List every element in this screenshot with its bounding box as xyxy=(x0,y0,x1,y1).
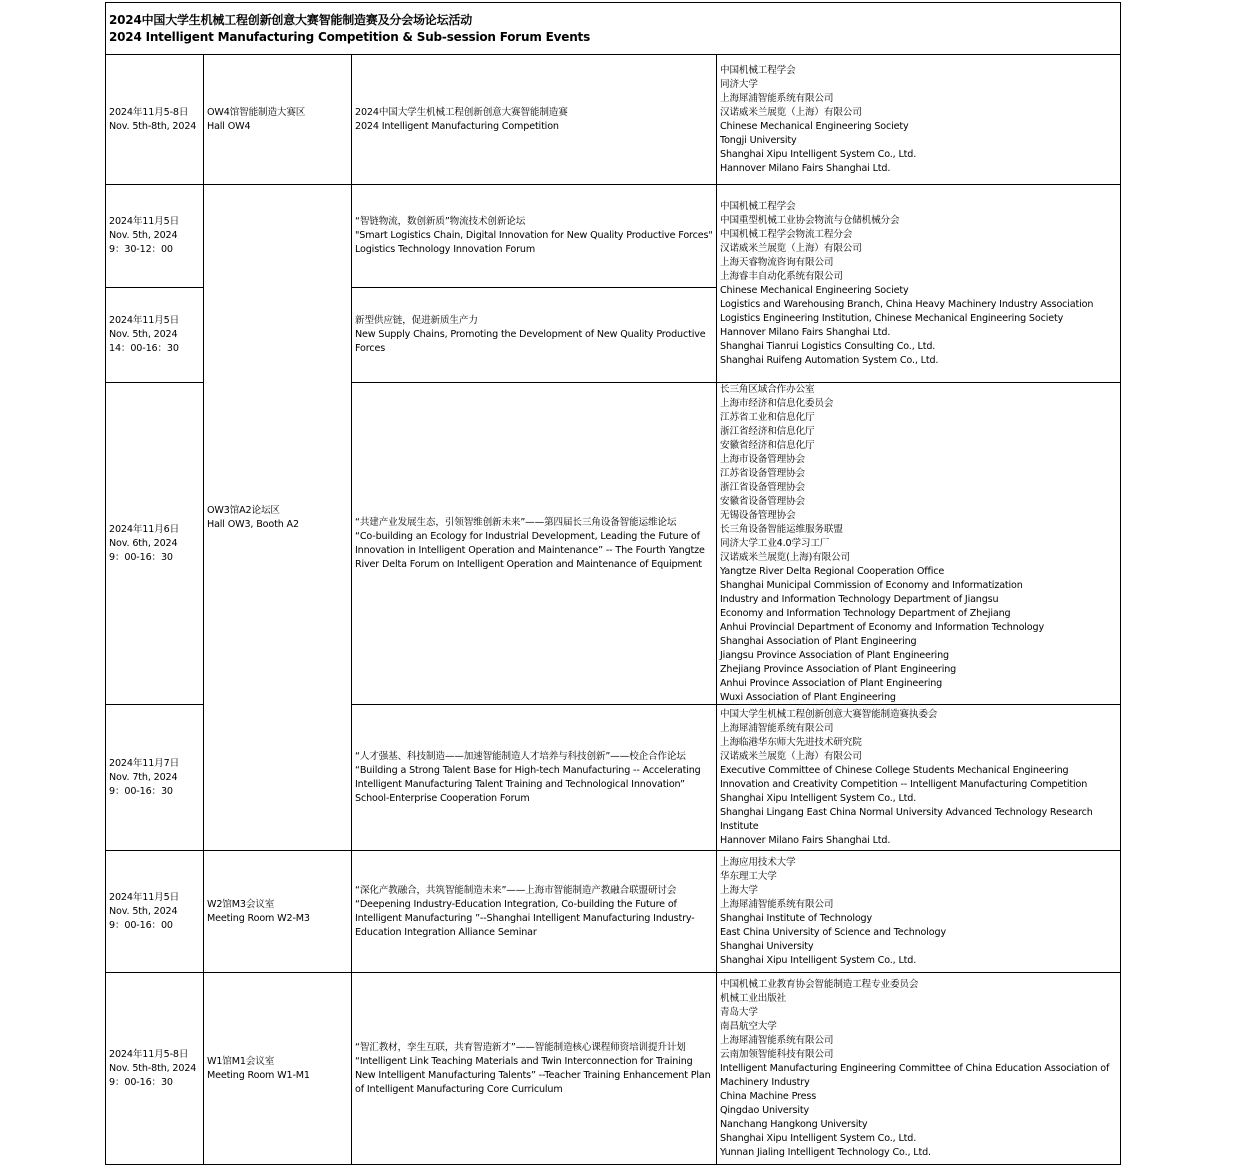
event-5-name-cell xyxy=(351,704,716,850)
event-2-3-organizers-cell xyxy=(716,184,1120,382)
event-2-name-cell xyxy=(351,184,716,287)
event-5-organizers-cell xyxy=(716,704,1120,850)
event-6-name: “深化产教融合，共筑智能制造未来”——上海市智能制造产教融合联盟研讨会 “Deepening Industry-Education Integration, Co-building the Future of Intelligent Manufacturing ”--Shanghai Intelligent Manufacturing Industry-Education Integration Alliance Seminar xyxy=(355,884,695,938)
event-6-organizers-cell xyxy=(716,850,1120,972)
event-1-organizers-cell xyxy=(716,55,1120,184)
event-1-venue: OW4馆智能制造大赛区 Hall OW4 xyxy=(207,106,306,132)
event-3-name: 新型供应链，促进新质生产力 New Supply Chains, Promoting the Development of New Quality Productive Forces xyxy=(355,315,706,354)
event-4-name-cell xyxy=(351,382,716,704)
event-1-date: 2024年11月5-8日 Nov. 5th-8th, 2024 xyxy=(109,106,197,132)
event-1-name: 2024中国大学生机械工程创新创意大赛智能制造赛 2024 Intelligent Manufacturing Competition xyxy=(355,106,568,132)
event-6-date-cell xyxy=(106,850,203,972)
event-7-name-cell xyxy=(351,972,716,1164)
event-1-name-cell xyxy=(351,55,716,184)
event-6-venue-cell xyxy=(203,850,351,972)
event-schedule-table xyxy=(105,2,1121,1165)
event-5-date: 2024年11月7日 Nov. 7th, 2024 9：00-16：30 xyxy=(109,757,180,797)
event-7-organizers: 中国机械工业教育协会智能制造工程专业委员会 机械工业出版社 青岛大学 南昌航空大学 上海犀浦智能系统有限公司 云南加领智能科技有限公司 Intelligent Manufacturing Engineering Committee of China Education Association of Machinery Industry China Machine Press Qingdao University Nanchang Hangkong University Shanghai Xipu Intelligent System Co., Ltd. Yunnan Jialing Intelligent Technology Co., Ltd. xyxy=(720,978,1110,1158)
event-7-venue-cell xyxy=(203,972,351,1164)
event-2-3-organizers: 中国机械工程学会 中国重型机械工业协会物流与仓储机械分会 中国机械工程学会物流工程分会 汉诺威米兰展览（上海）有限公司 上海天睿物流咨询有限公司 上海睿丰自动化系统有限公司 Chinese Mechanical Engineering Society Logistics and Warehousing Branch, China Heavy Machinery Industry Association Logistics Engineering Institution, Chinese Mechanical Engineering Society Hannover Milano Fairs Shanghai Ltd. Shanghai Tianrui Logistics Consulting Co., Ltd. Shanghai Ruifeng Automation System Co., Ltd. xyxy=(720,200,1094,366)
event-7-name: “智汇教材，孪生互联，共育智造新才”——智能制造核心课程师资培训提升计划 “Intelligent Link Teaching Materials and Twin Interconnection for Training New Intelligent Manufacturing Talents” --Teacher Training Enhancement Plan of Intelligent Manufacturing Core Curriculum xyxy=(355,1041,711,1095)
event-4-date: 2024年11月6日 Nov. 6th, 2024 9：00-16：30 xyxy=(109,523,180,563)
event-2-5-venue-cell xyxy=(203,184,351,850)
event-7-date: 2024年11月5-8日 Nov. 5th-8th, 2024 9：00-16：30 xyxy=(109,1048,197,1088)
event-2-date-cell xyxy=(106,184,203,287)
event-3-date: 2024年11月5日 Nov. 5th, 2024 14：00-16：30 xyxy=(109,315,180,354)
event-7-venue: W1馆M1会议室 Meeting Room W1-M1 xyxy=(207,1055,310,1081)
event-6-name-cell xyxy=(351,850,716,972)
event-3-name-cell xyxy=(351,287,716,382)
event-5-organizers: 中国大学生机械工程创新创意大赛智能制造赛执委会 上海犀浦智能系统有限公司 上海临港华东师大先进技术研究院 汉诺威米兰展览（上海）有限公司 Executive Committee of Chinese College Students Mechanical Engineering Innovation and Creativity Competition -- Intelligent Manufacturing Competition Shanghai Xipu Intelligent System Co., Ltd. Shanghai Lingang East China Normal University Advanced Technology Research Institute Hannover Milano Fairs Shanghai Ltd. xyxy=(720,708,1093,846)
event-1-organizers: 中国机械工程学会 同济大学 上海犀浦智能系统有限公司 汉诺威米兰展览（上海）有限公司 Chinese Mechanical Engineering Society Tongji University Shanghai Xipu Intelligent System Co., Ltd. Hannover Milano Fairs Shanghai Ltd. xyxy=(720,64,917,174)
event-5-date-cell xyxy=(106,704,203,850)
title-english: 2024 Intelligent Manufacturing Competition & Sub-session Forum Events xyxy=(109,30,591,44)
event-6-date: 2024年11月5日 Nov. 5th, 2024 9：00-16：00 xyxy=(109,891,180,931)
event-4-organizers: 长三角区域合作办公室 上海市经济和信息化委员会 江苏省工业和信息化厅 浙江省经济和信息化厅 安徽省经济和信息化厅 上海市设备管理协会 江苏省设备管理协会 浙江省设备管理协会 安徽省设备管理协会 无锡设备管理协会 长三角设备智能运维服务联盟 同济大学工业4.0学习工厂 汉诺威米兰展览(上海)有限公司 Yangtze River Delta Regional Cooperation Office Shanghai Municipal Commission of Economy and Informatization Industry and Information Technology Department of Jiangsu Economy and Information Technology Department of Zhejiang Anhui Provincial Department of Economy and Information Technology Shanghai Association of Plant Engineering Jiangsu Province Association of Plant Engineering Zhejiang Province Association of Plant Engineering Anhui Province Association of Plant Engineering Wuxi Association of Plant Engineering xyxy=(720,383,1044,703)
event-7-date-cell xyxy=(106,972,203,1164)
event-4-date-cell xyxy=(106,382,203,704)
event-1-date-cell xyxy=(106,55,203,184)
event-6-venue: W2馆M3会议室 Meeting Room W2-M3 xyxy=(207,898,310,924)
event-3-date-cell xyxy=(106,287,203,382)
event-1-venue-cell xyxy=(203,55,351,184)
title-chinese: 2024中国大学生机械工程创新创意大赛智能制造赛及分会场论坛活动 xyxy=(109,13,473,27)
event-2-date: 2024年11月5日 Nov. 5th, 2024 9：30-12：00 xyxy=(109,216,180,255)
event-2-5-venue: OW3馆A2论坛区 Hall OW3, Booth A2 xyxy=(207,504,299,530)
event-7-organizers-cell xyxy=(716,972,1120,1164)
event-2-name: “智链物流，数创新质”物流技术创新论坛 "Smart Logistics Chain, Digital Innovation for New Quality Productive Forces" Logistics Technology Innovation Forum xyxy=(355,216,713,255)
event-6-organizers: 上海应用技术大学 华东理工大学 上海大学 上海犀浦智能系统有限公司 Shanghai Institute of Technology East China University of Science and Technology Shanghai University Shanghai Xipu Intelligent System Co., Ltd. xyxy=(720,856,946,966)
event-4-organizers-cell xyxy=(716,382,1120,704)
table-header xyxy=(106,3,1120,55)
event-4-name: “共建产业发展生态，引领智维创新未来”——第四届长三角设备智能运维论坛 “Co-building an Ecology for Industrial Development, Leading the Future of Innovation in Intelligent Operation and Maintenance” -- The Fourth Yangtze River Delta Forum on Intelligent Operation and Maintenance of Equipment xyxy=(355,516,705,570)
event-5-name: “人才强基、科技制造——加速智能制造人才培养与科技创新”——校企合作论坛 “Building a Strong Talent Base for High-tech Manufacturing -- Accelerating Intelligent Manufacturing Talent Training and Technological Innovation” School-Enterprise Cooperation Forum xyxy=(355,750,701,804)
